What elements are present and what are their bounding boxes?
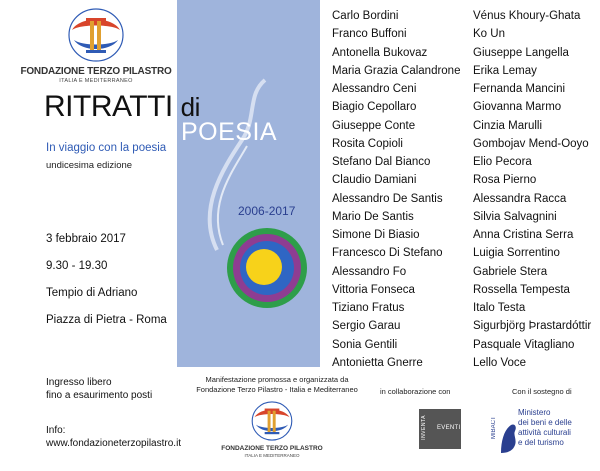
event-place: Tempio di Adriano	[46, 287, 138, 299]
poet-name: Silvia Salvagnini	[473, 210, 557, 223]
poet-name: Pasquale Vitagliano	[473, 338, 575, 351]
mibact-line: Ministero	[518, 408, 551, 417]
website-link[interactable]: www.fondazioneterzopilastro.it	[46, 438, 182, 449]
poet-name: Alessandro Fo	[332, 265, 407, 278]
event-date: 3 febbraio 2017	[46, 233, 126, 245]
poet-name: Mario De Santis	[332, 210, 414, 223]
entry-info	[46, 376, 152, 402]
poet-name: Sonia Gentili	[332, 338, 398, 351]
poet-name: Anna Cristina Serra	[473, 229, 574, 241]
poet-name: Fernanda Mancini	[473, 83, 566, 95]
info-label: Info:	[46, 425, 66, 436]
poet-name: Francesco Di Stefano	[332, 247, 443, 260]
event-address: Piazza di Pietra - Roma	[46, 314, 167, 326]
poet-name: Simone Di Biasio	[332, 229, 420, 241]
title-ritratti	[44, 92, 200, 122]
poet-name: Erika Lemay	[473, 64, 537, 77]
info-block	[46, 424, 181, 450]
concentric-circles-logo	[226, 227, 308, 309]
promo-text	[188, 375, 366, 395]
foundation-logo	[66, 6, 126, 64]
poet-name: Gombojav Mend-Ooyo	[473, 137, 589, 150]
poet-name: Antonietta Gnerre	[332, 356, 423, 369]
foundation-name-small: FONDAZIONE TERZO PILASTRO	[221, 445, 323, 452]
subtitle: In viaggio con la poesia	[46, 142, 167, 154]
poet-name: Gabriele Stera	[473, 265, 548, 278]
poet-name: Giuseppe Conte	[332, 119, 416, 132]
poet-name: Claudio Damiani	[332, 174, 417, 187]
foundation-subtitle-small: ITALIA E MEDITERRANEO	[244, 453, 300, 458]
promo-line-2: Fondazione Terzo Pilastro - Italia e Mediterraneo	[196, 385, 358, 394]
poet-name: Italo Testa	[473, 302, 526, 314]
foundation-name: FONDAZIONE TERZO PILASTRO	[20, 66, 172, 77]
support-label: Con il sostegno di	[512, 387, 572, 396]
poet-name: Elio Pecora	[473, 156, 532, 168]
poet-name: Biagio Cepollaro	[332, 101, 417, 114]
mibact-label	[518, 408, 572, 448]
inventa-eventi-logo	[419, 409, 461, 449]
poet-name: Maria Grazia Calandrone	[332, 64, 461, 77]
title-di-word: di	[180, 92, 200, 122]
title-ritratti-word: RITRATTI	[44, 90, 173, 123]
circle-yellow	[246, 249, 282, 285]
poet-name: Cinzia Marulli	[473, 119, 543, 132]
poet-name: Giuseppe Langella	[473, 46, 569, 59]
poet-name: Stefano Dal Bianco	[332, 156, 431, 168]
poet-name: Ko Un	[473, 28, 505, 41]
poets-list-left	[332, 7, 460, 372]
event-time: 9.30 - 19.30	[46, 260, 108, 272]
poet-name: Giovanna Marmo	[473, 101, 562, 114]
poet-name: Luigia Sorrentino	[473, 247, 560, 260]
inventa-logo-text: INVENTA	[421, 415, 427, 440]
years: 2006-2017	[238, 204, 296, 218]
promo-line-1: Manifestazione promossa e organizzata da	[205, 375, 349, 384]
mibact-vertical-text: MIBACT	[491, 416, 497, 439]
poet-name: Lello Voce	[473, 356, 527, 369]
title-poesia: POESIA	[181, 118, 278, 146]
poet-name: Sigurbjörg Þrastardóttir	[473, 320, 592, 333]
poet-name: Vénus Khoury-Ghata	[473, 10, 581, 22]
mibact-line: attività culturali	[518, 428, 571, 437]
mibact-line: e del turismo	[518, 438, 564, 447]
foundation-subtitle: ITALIA E MEDITERRANEO	[59, 78, 133, 84]
entry-line-1: Ingresso libero	[46, 377, 112, 388]
poet-name: Sergio Garau	[332, 320, 401, 333]
foundation-logo-small	[250, 399, 294, 443]
smoke-wisp-decoration	[177, 0, 320, 367]
poet-name: Rosa Pierno	[473, 174, 537, 187]
poets-list-right	[473, 7, 591, 372]
edition: undicesima edizione	[46, 160, 133, 171]
eventi-logo-text: EVENTI	[437, 425, 461, 431]
poet-name: Alessandro Ceni	[332, 83, 417, 95]
poet-name: Alessandra Racca	[473, 192, 567, 205]
entry-line-2: fino a esaurimento posti	[46, 390, 153, 401]
poet-name: Antonella Bukovaz	[332, 46, 428, 59]
mibact-line: dei beni e delle	[518, 418, 572, 427]
poet-name: Rosita Copioli	[332, 137, 403, 150]
poet-name: Rossella Tempesta	[473, 283, 570, 296]
poet-name: Vittoria Fonseca	[332, 283, 415, 296]
poet-name: Alessandro De Santis	[332, 192, 443, 205]
collaboration-label: in collaborazione con	[380, 387, 451, 396]
poet-name: Franco Buffoni	[332, 28, 407, 41]
poet-name: Tiziano Fratus	[332, 302, 405, 314]
poet-name: Carlo Bordini	[332, 10, 399, 22]
